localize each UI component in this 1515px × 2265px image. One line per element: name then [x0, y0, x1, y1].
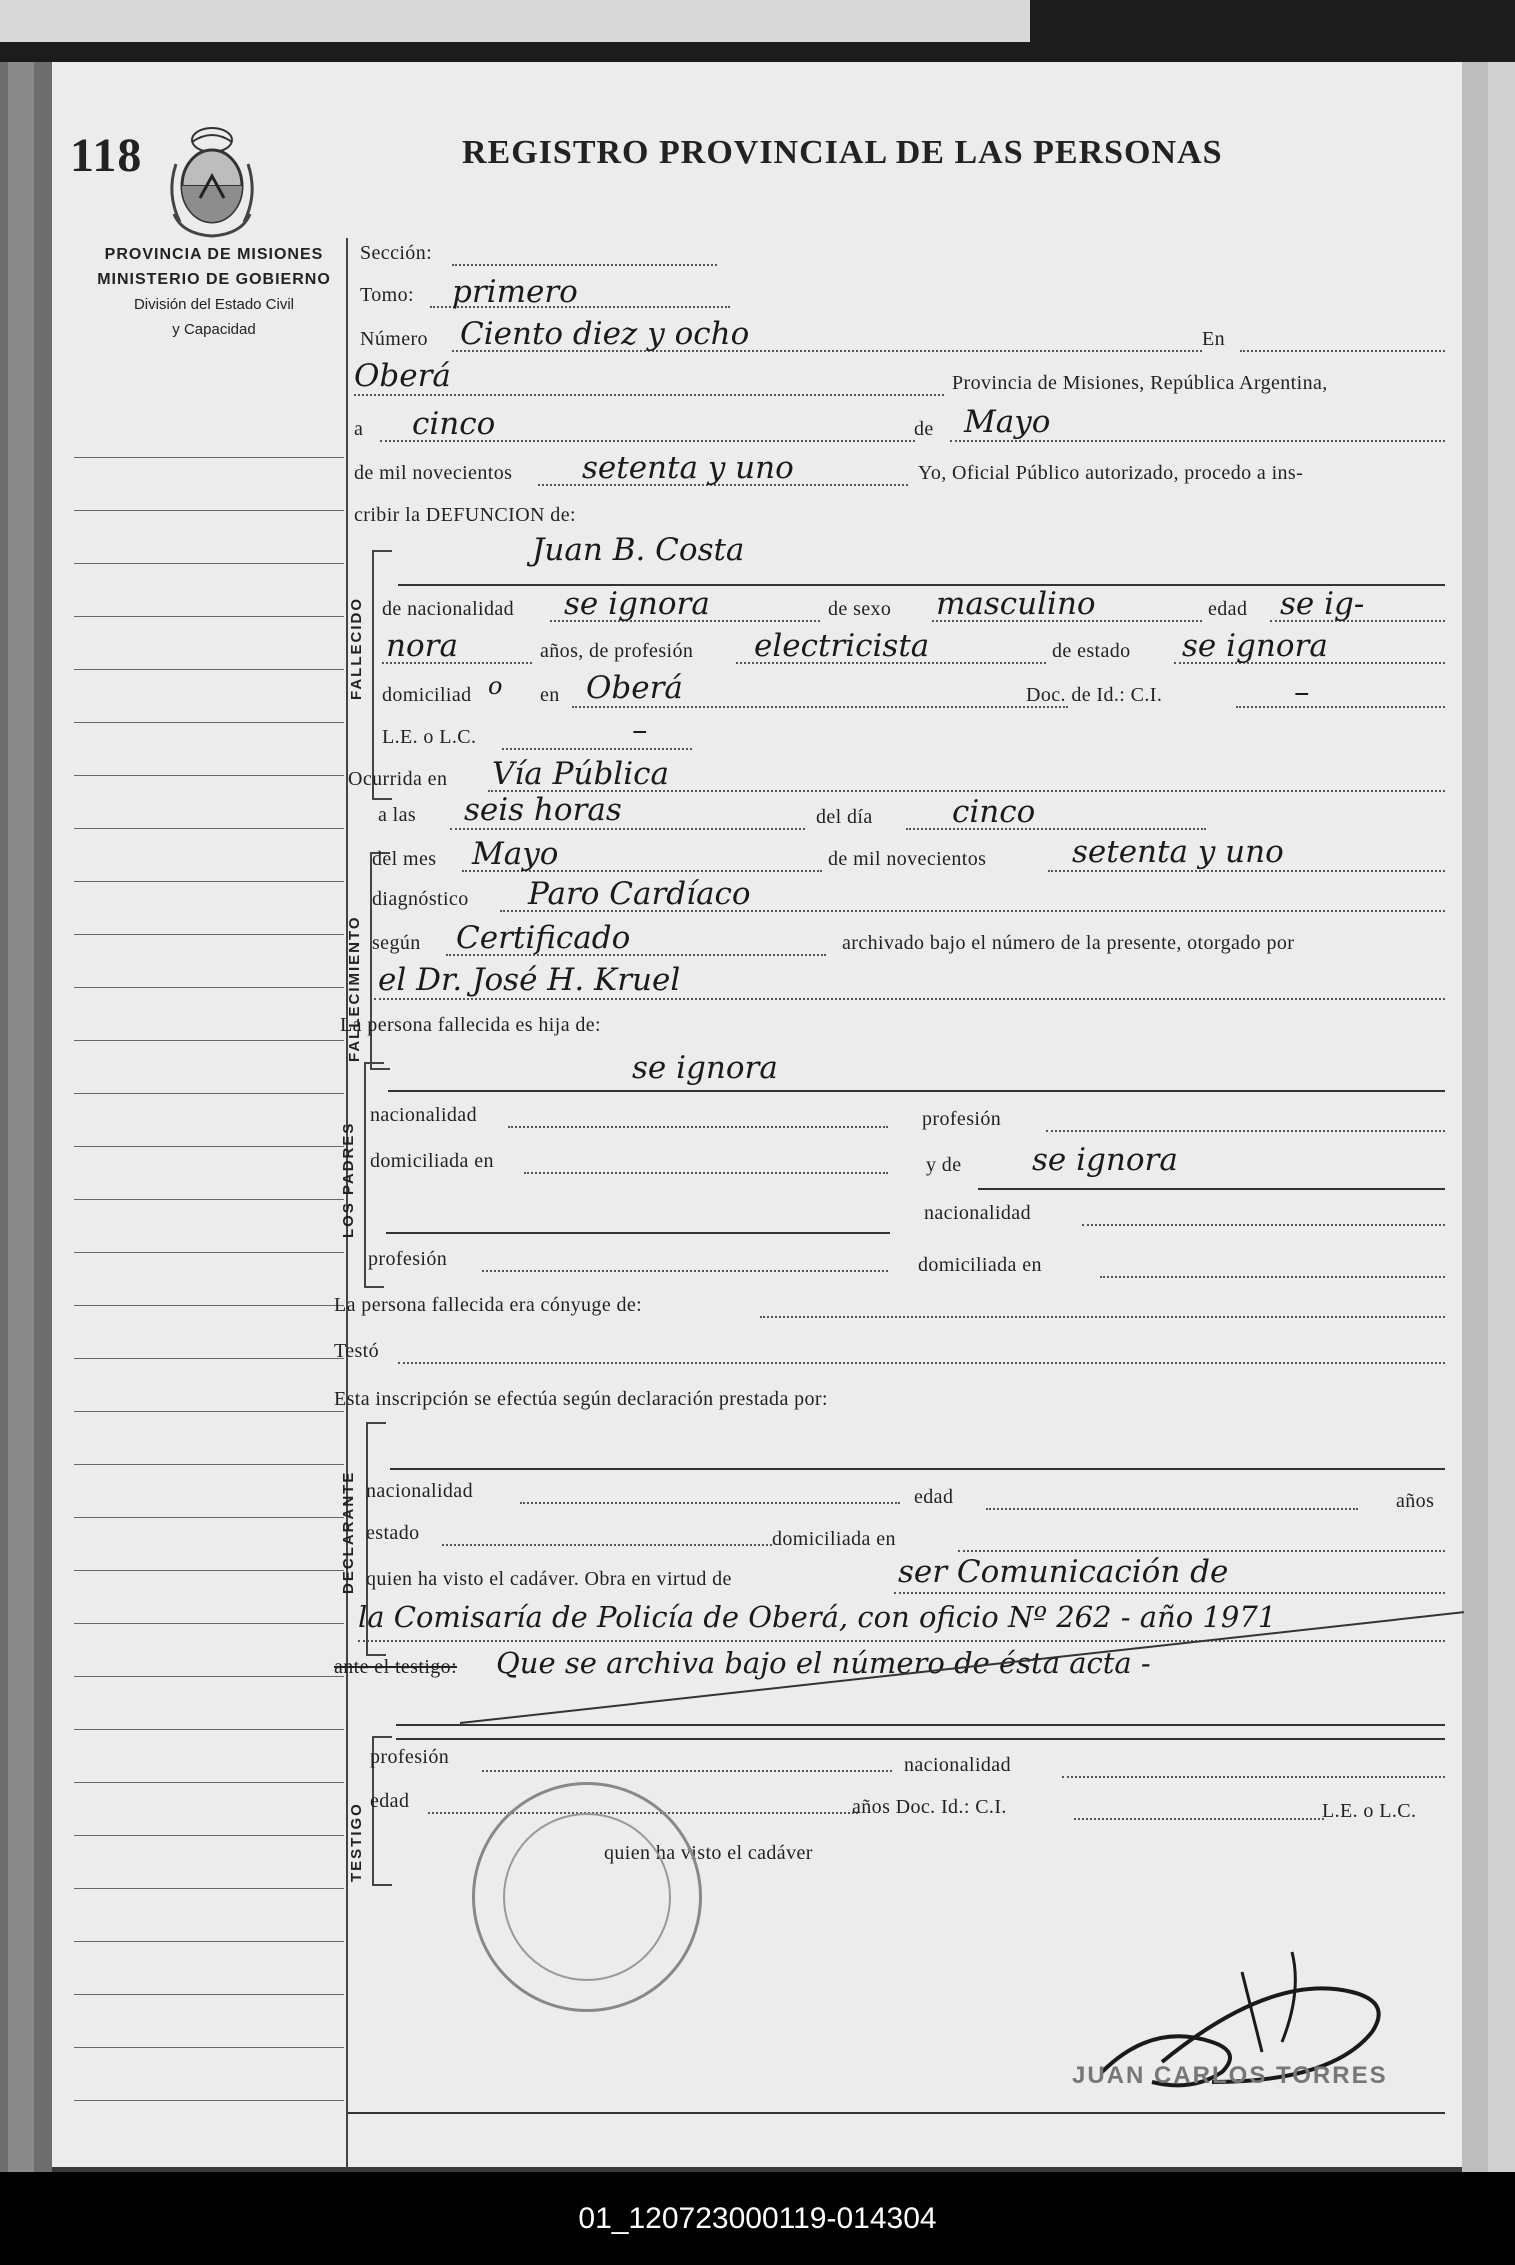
- testigo-top-line: [396, 1724, 1445, 1726]
- edad-b-line: [382, 662, 532, 664]
- domiciliada-padre-line: [524, 1172, 888, 1174]
- label-de: de: [914, 418, 934, 440]
- label-nacionalidad-padre: nacionalidad: [370, 1104, 477, 1126]
- page-number: 118: [70, 129, 143, 182]
- label-quien-ha-visto: quien ha visto el cadáver. Obra en virtud de: [366, 1568, 732, 1590]
- hw-obra-2: la Comisaría de Policía de Oberá, con oficio Nº 262 - año 1971: [358, 1600, 1277, 1634]
- hw-edad-b: nora: [386, 628, 458, 664]
- decl-nacionalidad-line: [520, 1502, 900, 1504]
- profesion-madre-line: [482, 1270, 888, 1272]
- hw-madre: se ignora: [1032, 1142, 1178, 1178]
- label-nacionalidad: de nacionalidad: [382, 598, 515, 620]
- label-domiciliada-padre: domiciliada en: [370, 1150, 494, 1172]
- doc-line: [1236, 706, 1445, 708]
- margin-ruled-line: [74, 1888, 344, 1889]
- label-doc-id: Doc. de Id.: C.I.: [1026, 684, 1163, 706]
- coat-of-arms-icon: [162, 124, 262, 242]
- hw-mes2: Mayo: [472, 836, 559, 872]
- nacionalidad-padre-line: [508, 1126, 888, 1128]
- margin-ruled-line: [74, 669, 344, 670]
- signature-stamp: JUAN CARLOS TORRES: [1072, 2062, 1388, 2089]
- madre-line: [978, 1188, 1445, 1190]
- margin-ruled-line: [74, 934, 344, 935]
- seccion-line: [452, 264, 717, 266]
- horas-line: [450, 828, 805, 830]
- hw-diagnostico: Paro Cardíaco: [528, 876, 751, 912]
- image-id-caption: 01_120723000119-014304: [0, 2172, 1515, 2265]
- margin-ruled-line: [74, 1729, 344, 1730]
- margin-ruled-line: [74, 1941, 344, 1942]
- decl-domiciliada-line: [958, 1550, 1445, 1552]
- label-anos-profesion: años, de profesión: [540, 640, 694, 662]
- margin-ruled-line: [74, 881, 344, 882]
- margin-ruled-line: [74, 1782, 344, 1783]
- domicilio-line: [572, 706, 1068, 708]
- hw-lugar: Oberá: [354, 358, 451, 394]
- agency-province: PROVINCIA DE MISIONES: [104, 246, 324, 263]
- label-ocurrida: Ocurrida en: [348, 768, 448, 790]
- bottom-line: [348, 2112, 1445, 2114]
- hw-obra-1: ser Comunicación de: [898, 1554, 1229, 1590]
- label-diagnostico: diagnóstico: [372, 888, 469, 910]
- hw-doc-dash: –: [1294, 674, 1310, 710]
- margin-ruled-line: [74, 1676, 344, 1677]
- hw-domicilio: Oberá: [586, 670, 683, 706]
- margin-ruled-line: [74, 1835, 344, 1836]
- label-tomo: Tomo:: [360, 284, 414, 306]
- margin-ruled-line: [74, 457, 344, 458]
- hw-mes: Mayo: [964, 404, 1051, 440]
- label-inscripcion: Esta inscripción se efectúa según declaración prestada por:: [334, 1388, 828, 1410]
- lugar-line: [354, 394, 944, 396]
- hw-dia2: cinco: [952, 794, 1036, 830]
- label-seccion: Sección:: [360, 242, 433, 264]
- label-del-dia: del día: [816, 806, 873, 828]
- decl-estado-line: [442, 1544, 772, 1546]
- label-decl-estado: estado: [366, 1522, 420, 1544]
- obra-1-line: [894, 1592, 1445, 1594]
- label-a: a: [354, 418, 364, 440]
- label-segun: según: [372, 932, 421, 954]
- label-mil-novecientos: de mil novecientos: [354, 462, 513, 484]
- hw-edad-a: se ig-: [1280, 586, 1365, 622]
- label-profesion-padre: profesión: [922, 1108, 1002, 1130]
- agency-block: [64, 242, 364, 342]
- margin-ruled-line: [74, 1146, 344, 1147]
- label-y-de: y de: [926, 1154, 962, 1176]
- label-test-anos-doc: años Doc. Id.: C.I.: [852, 1796, 1007, 1818]
- margin-ruled-line: [74, 1040, 344, 1041]
- label-inscribir: cribir la DEFUNCION de:: [354, 504, 576, 526]
- margin-ruled-line: [74, 1517, 344, 1518]
- domiciliada-madre-line: [1100, 1276, 1445, 1278]
- hw-testigo: Que se archiva bajo el número de ésta acta -: [496, 1646, 1151, 1680]
- hw-anio: setenta y uno: [582, 450, 794, 486]
- margin-ruled-line: [74, 1411, 344, 1412]
- agency-division: División del Estado Civil: [133, 296, 295, 313]
- label-conyuge: La persona fallecida era cónyuge de:: [334, 1294, 643, 1316]
- en-line: [1240, 350, 1445, 352]
- margin-ruled-line: [74, 1464, 344, 1465]
- section-fallecimiento: FALLECIMIENTO: [346, 915, 363, 1062]
- hw-segun: Certificado: [456, 920, 631, 956]
- medico-line: [374, 998, 1445, 1000]
- hw-nombre: Juan B. Costa: [532, 532, 745, 568]
- label-en: En: [1202, 328, 1226, 350]
- dia2-line: [906, 828, 1206, 830]
- testigo-line: [396, 1738, 1445, 1740]
- label-profesion-madre: profesión: [368, 1248, 448, 1270]
- label-le-lc: L.E. o L.C.: [382, 726, 477, 748]
- label-mil-novecientos2: de mil novecientos: [828, 848, 987, 870]
- label-sexo: de sexo: [828, 598, 892, 620]
- test-doc-line: [1074, 1818, 1324, 1820]
- conyuge-line: [760, 1316, 1445, 1318]
- hw-numero: Ciento diez y ocho: [460, 316, 750, 352]
- hw-dia: cinco: [412, 406, 496, 442]
- hw-anio2: setenta y uno: [1072, 834, 1284, 870]
- margin-ruled-line: [74, 1570, 344, 1571]
- label-decl-edad: edad: [914, 1486, 954, 1508]
- margin-ruled-line: [74, 563, 344, 564]
- register-title: REGISTRO PROVINCIAL DE LAS PERSONAS: [462, 134, 1223, 171]
- fallecimiento-bracket: [370, 852, 390, 1070]
- label-edad: edad: [1208, 598, 1248, 620]
- section-padres: LOS PADRES: [340, 1121, 357, 1238]
- margin-ruled-line: [74, 1358, 344, 1359]
- label-hija-de: La persona fallecida es hija de:: [340, 1014, 602, 1036]
- obra-2-line: [358, 1640, 1445, 1642]
- label-decl-domiciliada: domiciliada en: [772, 1528, 896, 1550]
- label-a-las: a las: [378, 804, 417, 826]
- hw-medico: el Dr. José H. Kruel: [378, 962, 681, 998]
- margin-ruled-line: [74, 775, 344, 776]
- lelc-line: [502, 748, 692, 750]
- declarante-line: [390, 1468, 1445, 1470]
- test-nacionalidad-line: [1062, 1776, 1445, 1778]
- margin-ruled-line: [74, 1305, 344, 1306]
- hw-tomo: primero: [452, 274, 578, 310]
- label-provincia: Provincia de Misiones, República Argentina,: [952, 372, 1328, 394]
- decl-edad-line: [986, 1508, 1358, 1510]
- margin-ruled-line: [74, 1199, 344, 1200]
- margin-ruled-line: [74, 510, 344, 511]
- label-test-quien: quien ha visto el cadáver: [604, 1842, 813, 1864]
- margin-ruled-line: [74, 2047, 344, 2048]
- label-estado: de estado: [1052, 640, 1131, 662]
- hw-padre: se ignora: [632, 1050, 778, 1086]
- testo-line: [398, 1362, 1445, 1364]
- mes-line: [950, 440, 1445, 442]
- margin-ruled-line: [74, 722, 344, 723]
- label-decl-anos: años: [1396, 1490, 1435, 1512]
- anio2-line: [1048, 870, 1445, 872]
- scan-background-top: [0, 0, 1515, 62]
- section-declarante: DECLARANTE: [340, 1470, 357, 1594]
- hw-lelc-dash: –: [632, 712, 648, 748]
- label-test-le-lc: L.E. o L.C.: [1322, 1800, 1417, 1822]
- margin-ruled-line: [74, 1994, 344, 1995]
- hw-estado: se ignora: [1182, 628, 1328, 664]
- label-decl-nacionalidad: nacionalidad: [366, 1480, 473, 1502]
- label-domiciliad: domiciliad: [382, 684, 472, 706]
- book-edge-right: [1462, 62, 1515, 2172]
- hw-nacionalidad: se ignora: [564, 586, 710, 622]
- label-domicilio-en: en: [540, 684, 560, 706]
- official-seal-icon: [472, 1782, 702, 2012]
- label-ante-testigo: ante el testigo:: [334, 1656, 458, 1678]
- agency-ministry: MINISTERIO DE GOBIERNO: [97, 271, 331, 288]
- margin-ruled-line: [74, 2100, 344, 2101]
- margin-ruled-line: [74, 828, 344, 829]
- padre-line: [388, 1090, 1445, 1092]
- hw-profesion: electricista: [754, 628, 930, 664]
- hw-horas: seis horas: [464, 792, 622, 828]
- label-test-nacionalidad: nacionalidad: [904, 1754, 1011, 1776]
- book-binding-left: [0, 62, 52, 2172]
- label-testo: Testó: [334, 1340, 380, 1362]
- fallecido-bracket: [372, 550, 392, 800]
- label-oficial: Yo, Oficial Público autorizado, procedo a ins-: [918, 462, 1304, 484]
- agency-capacity: y Capacidad: [172, 321, 256, 338]
- hw-domiciliado-suffix: o: [488, 672, 503, 700]
- label-test-edad: edad: [370, 1790, 410, 1812]
- label-archivado: archivado bajo el número de la presente, otorgado por: [842, 932, 1295, 954]
- margin-ruled-line: [74, 1093, 344, 1094]
- section-testigo: TESTIGO: [348, 1802, 365, 1882]
- padres-divider: [386, 1232, 890, 1234]
- test-profesion-line: [482, 1770, 892, 1772]
- hw-ocurrida: Vía Pública: [492, 756, 669, 792]
- label-test-profesion: profesión: [370, 1746, 450, 1768]
- section-fallecido: FALLECIDO: [348, 597, 365, 700]
- nacionalidad-madre-line: [1082, 1224, 1445, 1226]
- profesion-padre-line: [1046, 1130, 1445, 1132]
- register-page: [52, 62, 1462, 2167]
- margin-ruled-line: [74, 616, 344, 617]
- margin-ruled-line: [74, 1252, 344, 1253]
- label-del-mes: del mes: [372, 848, 437, 870]
- label-domiciliada-madre: domiciliada en: [918, 1254, 1042, 1276]
- margin-ruled-line: [74, 1623, 344, 1624]
- margin-ruled-line: [74, 987, 344, 988]
- label-nacionalidad-madre: nacionalidad: [924, 1202, 1031, 1224]
- label-numero: Número: [360, 328, 428, 350]
- hw-sexo: masculino: [936, 586, 1096, 622]
